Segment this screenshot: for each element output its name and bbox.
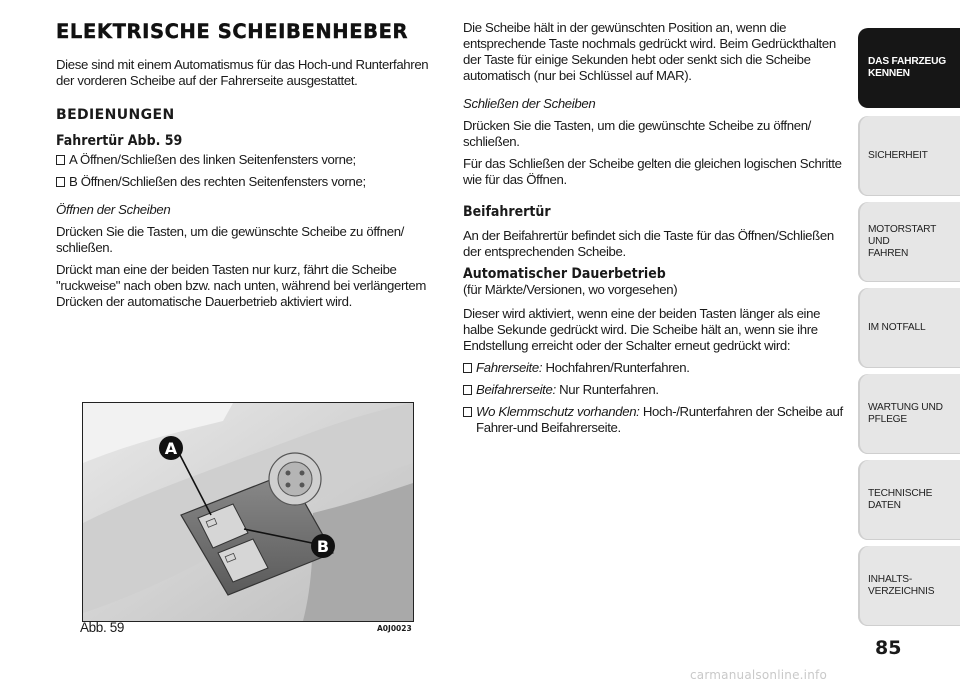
auto-mode-note: (für Märkte/Versionen, wo vorgesehen) [463, 282, 678, 297]
list-item [56, 152, 441, 168]
control-list [56, 152, 441, 190]
figure-code: A0J0023 [377, 624, 412, 633]
list-item [56, 174, 441, 190]
intro-paragraph: Diese sind mit einem Automatismus für das Hoch-und Runterfahren der vorderen Scheibe auf der Fahrerseite ausgestattet. [56, 57, 429, 88]
tab-label: WARTUNG UND PFLEGE [868, 402, 943, 425]
mode-label: Wo Klemmschutz vorhanden: [476, 404, 640, 419]
list-item [463, 382, 848, 398]
window-switch-figure [82, 402, 414, 622]
tab-label: SICHERHEIT [868, 150, 928, 161]
checkbox-bullet-icon [56, 155, 65, 165]
open-paragraph: Drücken Sie die Tasten, um die gewünschte Scheibe zu öffnen/ schließen. [56, 224, 404, 255]
callout-b-label: B [316, 537, 330, 556]
checkbox-bullet-icon [56, 177, 65, 187]
page-number: 85 [875, 637, 902, 659]
tab-wartung-und-pflege[interactable] [858, 374, 960, 454]
driver-door-heading: Fahrertür Abb. 59 [56, 133, 183, 149]
tab-motorstart-und-fahren[interactable] [858, 202, 960, 282]
tab-label: IM NOTFALL [868, 322, 926, 333]
list-item-text: B Öffnen/Schließen des rechten Seitenfensters vorne; [69, 174, 366, 189]
tab-im-notfall[interactable] [858, 288, 960, 368]
watermark: carmanualsonline.info [690, 668, 827, 682]
right-column [463, 20, 848, 442]
callout-b [311, 534, 335, 558]
callout-a [159, 436, 183, 460]
open-heading: Öffnen der Scheiben [56, 202, 171, 217]
press-paragraph: Drückt man eine der beiden Tasten nur kurz, fährt die Scheibe "ruckweise" nach oben bzw. nach unten, während bei verlängertem Drücken der automatische Dauerbetrieb aktiviert wird. [56, 262, 426, 309]
mode-label: Fahrerseite: [476, 360, 543, 375]
hold-paragraph: Die Scheibe hält in der gewünschten Position an, wenn die entsprechende Taste nochmals gedrückt wird. Beim Gedrückthalten der Taste für einige Sekunden hebt oder senkt sich die Scheibe automatisch (nur bei Schlüssel auf MAR). [463, 20, 836, 83]
tab-sicherheit[interactable] [858, 116, 960, 196]
checkbox-bullet-icon [463, 407, 472, 417]
page-title: ELEKTRISCHE SCHEIBENHEBER [56, 20, 409, 43]
passenger-door-heading: Beifahrertür [463, 204, 551, 220]
list-item [463, 360, 848, 376]
auto-mode-heading: Automatischer Dauerbetrieb [463, 266, 666, 282]
tab-label: MOTORSTART UND FAHREN [868, 224, 936, 259]
list-item [463, 404, 848, 436]
callout-a-label: A [164, 439, 178, 458]
mode-text: Hoch-/Runterfahren der Scheibe auf Fahrer-und Beifahrerseite. [476, 404, 843, 435]
close-paragraph: Drücken Sie die Tasten, um die gewünschte Scheibe zu öffnen/ schließen. [463, 118, 811, 149]
checkbox-bullet-icon [463, 363, 472, 373]
close-heading: Schließen der Scheiben [463, 96, 596, 111]
passenger-paragraph: An der Beifahrertür befindet sich die Taste für das Öffnen/Schließen der entsprechenden Scheibe. [463, 228, 834, 259]
tab-inhaltsverzeichnis[interactable] [858, 546, 960, 626]
left-column [56, 20, 441, 316]
switch-illustration [83, 403, 413, 621]
mode-text: Nur Runterfahren. [555, 382, 659, 397]
mode-list [463, 360, 848, 436]
tab-label: DAS FAHRZEUG KENNEN [868, 56, 946, 79]
mode-text: Hochfahren/Runterfahren. [542, 360, 690, 375]
list-item-text: A Öffnen/Schließen des linken Seitenfensters vorne; [69, 152, 356, 167]
checkbox-bullet-icon [463, 385, 472, 395]
tab-label: TECHNISCHE DATEN [868, 488, 933, 511]
section-heading: BEDIENUNGEN [56, 107, 175, 123]
figure-caption: Abb. 59 [80, 620, 125, 635]
auto-mode-paragraph: Dieser wird aktiviert, wenn eine der beiden Tasten länger als eine halbe Sekunde gedrückt wird. Die Scheibe hält an, wenn sie ihre Endstellung erreicht oder der Schalter erneut gedrückt wird: [463, 306, 821, 353]
mode-label: Beifahrerseite: [476, 382, 556, 397]
tab-label: INHALTS- VERZEICHNIS [868, 574, 935, 597]
tab-das-fahrzeug-kennen[interactable] [858, 28, 960, 108]
tab-technische-daten[interactable] [858, 460, 960, 540]
close-logic-paragraph: Für das Schließen der Scheibe gelten die gleichen logischen Schritte wie für das Öffnen. [463, 156, 842, 187]
